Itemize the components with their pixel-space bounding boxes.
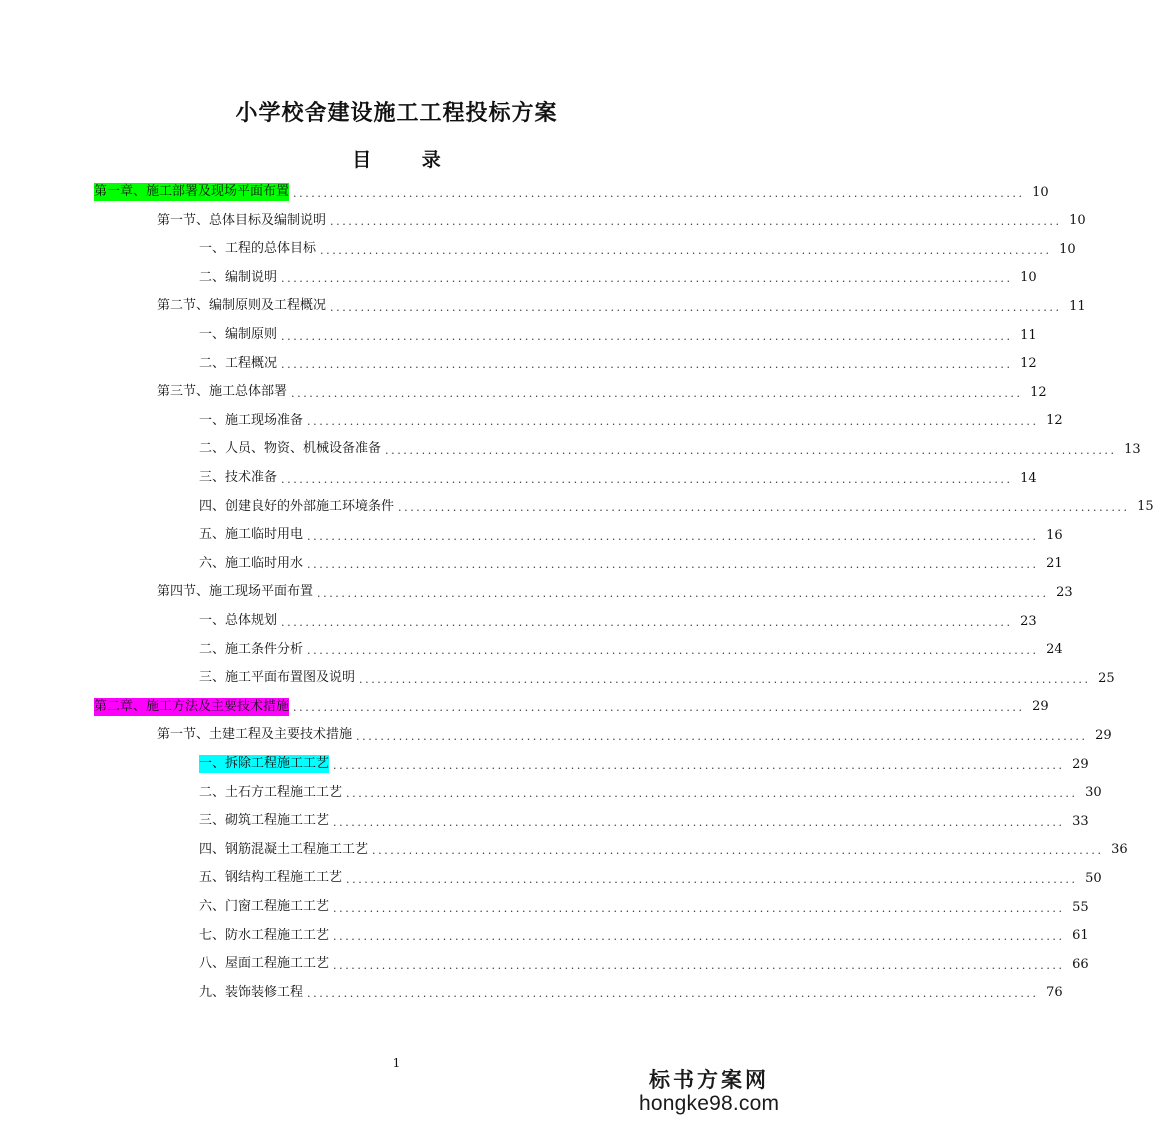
toc-entry-page: 12 [1046, 413, 1063, 429]
toc-entry-title: 一、拆除工程施工工艺 [199, 756, 330, 771]
toc-entry-page: 12 [1030, 384, 1047, 400]
toc-entry-page: 61 [1072, 928, 1089, 944]
toc-entry-title: 九、装饰装修工程 [199, 984, 304, 1000]
toc-dot-leader: ........................................................................................................................ [281, 358, 1013, 372]
toc-dot-leader: ........................................................................................................................ [307, 987, 1039, 1001]
toc-entry-page: 76 [1046, 985, 1063, 1001]
toc-entry-title: 二、工程概况 [199, 355, 278, 371]
toc-entry[interactable] [199, 550, 1063, 578]
toc-dot-leader: ........................................................................................................................ [317, 586, 1049, 600]
toc-dot-leader: ........................................................................................................................ [291, 386, 1023, 400]
toc-entry[interactable] [199, 836, 1128, 864]
toc-entry[interactable] [199, 464, 1037, 492]
toc-entry-title: 三、技术准备 [199, 470, 278, 485]
toc-dot-leader: ........................................................................................................................ [333, 930, 1065, 944]
toc-entry-page: 24 [1046, 642, 1063, 658]
toc-entry[interactable] [199, 264, 1037, 292]
toc-entry[interactable] [199, 350, 1037, 378]
toc-entry-page: 29 [1072, 756, 1089, 772]
toc-entry[interactable] [157, 578, 1073, 606]
toc-entry-title: 二、人员、物资、机械设备准备 [199, 441, 382, 457]
toc-dot-leader: ........................................................................................................................ [346, 787, 1078, 801]
toc-dot-leader: ........................................................................................................................ [346, 872, 1078, 886]
toc-entry-page: 23 [1020, 613, 1037, 629]
toc-entry[interactable] [199, 922, 1089, 950]
toc-entry-title: 七、防水工程施工工艺 [199, 927, 330, 943]
toc-entry-title: 六、门窗工程施工工艺 [199, 899, 330, 914]
toc-entry-page: 29 [1032, 699, 1049, 715]
toc-entry-page: 10 [1020, 270, 1037, 286]
toc-entry-title: 一、工程的总体目标 [199, 241, 317, 257]
toc-entry[interactable] [157, 378, 1047, 406]
toc-dot-leader: ........................................................................................................................ [330, 215, 1062, 229]
toc-entry-page: 55 [1072, 899, 1089, 915]
toc-entry-title: 一、施工现场准备 [199, 412, 304, 428]
toc-entry-title: 三、施工平面布置图及说明 [199, 670, 356, 686]
toc-entry[interactable] [199, 950, 1089, 978]
toc-entry-page: 15 [1137, 499, 1154, 515]
toc-entry[interactable] [199, 493, 1154, 521]
toc-entry-page: 10 [1059, 241, 1076, 257]
toc-dot-leader: ........................................................................................................................ [281, 615, 1013, 629]
document-title: 小学校舍建设施工工程投标方案 [235, 100, 558, 126]
toc-entry[interactable] [94, 693, 1049, 721]
toc-dot-leader: ........................................................................................................................ [293, 701, 1025, 715]
toc-dot-leader: ........................................................................................................................ [333, 758, 1065, 772]
toc-dot-leader: ........................................................................................................................ [333, 901, 1065, 915]
toc-entry[interactable] [94, 178, 1049, 206]
toc-dot-leader: ........................................................................................................................ [307, 415, 1039, 429]
toc-entry[interactable] [199, 321, 1037, 349]
toc-entry-title: 一、总体规划 [199, 613, 278, 628]
toc-entry-page: 11 [1020, 327, 1037, 343]
page-number: 1 [392, 1056, 401, 1070]
toc-entry-title: 第一节、土建工程及主要技术措施 [157, 727, 353, 743]
toc-entry-title: 五、施工临时用电 [199, 527, 304, 543]
toc-entry-title: 一、编制原则 [199, 327, 278, 342]
toc-entry[interactable] [199, 664, 1115, 692]
toc-entry[interactable] [199, 235, 1076, 263]
toc-entry-title: 二、编制说明 [199, 269, 278, 285]
toc-entry-page: 13 [1124, 441, 1141, 457]
toc-entry[interactable] [199, 750, 1089, 778]
toc-dot-leader: ........................................................................................................................ [333, 815, 1065, 829]
toc-dot-leader: ........................................................................................................................ [281, 329, 1013, 343]
toc-entry-page: 36 [1111, 842, 1128, 858]
toc-entry-page: 30 [1085, 785, 1102, 801]
toc-entry[interactable] [199, 636, 1063, 664]
toc-entry-page: 11 [1069, 298, 1086, 314]
watermark-url: hongke98.com [639, 1092, 780, 1115]
toc-dot-leader: ........................................................................................................................ [293, 186, 1025, 200]
toc-entry-title: 四、创建良好的外部施工环境条件 [199, 498, 395, 514]
toc-entry-page: 23 [1056, 584, 1073, 600]
toc-entry[interactable] [199, 435, 1141, 463]
toc-dot-leader: ........................................................................................................................ [372, 844, 1104, 858]
toc-entry-page: 25 [1098, 670, 1115, 686]
toc-dot-leader: ........................................................................................................................ [356, 729, 1088, 743]
toc-entry-page: 66 [1072, 956, 1089, 972]
toc-dot-leader: ........................................................................................................................ [333, 958, 1065, 972]
toc-entry-page: 50 [1085, 870, 1102, 886]
toc-dot-leader: ........................................................................................................................ [307, 529, 1039, 543]
toc-entry[interactable] [157, 721, 1112, 749]
toc-dot-leader: ........................................................................................................................ [359, 672, 1091, 686]
toc-dot-leader: ........................................................................................................................ [398, 501, 1130, 515]
toc-entry-page: 21 [1046, 556, 1063, 572]
toc-entry[interactable] [199, 521, 1063, 549]
toc-dot-leader: ........................................................................................................................ [330, 300, 1062, 314]
toc-entry[interactable] [199, 807, 1089, 835]
toc-entry[interactable] [157, 292, 1086, 320]
toc-entry[interactable] [157, 207, 1086, 235]
toc-entry-title: 四、钢筋混凝土工程施工工艺 [199, 841, 369, 857]
toc-entry[interactable] [199, 779, 1102, 807]
toc-entry-title: 第二章、施工方法及主要技术措施 [94, 698, 290, 714]
toc-entry-page: 29 [1095, 727, 1112, 743]
toc-entry-page: 33 [1072, 813, 1089, 829]
watermark-brand: 标书方案网 [649, 1068, 769, 1092]
toc-entry-title: 第一节、总体目标及编制说明 [157, 212, 327, 228]
toc-dot-leader: ........................................................................................................................ [385, 443, 1117, 457]
toc-entry-page: 12 [1020, 356, 1037, 372]
toc-entry[interactable] [199, 893, 1089, 921]
toc-entry[interactable] [199, 607, 1037, 635]
toc-entry-title: 三、砌筑工程施工工艺 [199, 813, 330, 829]
toc-entry-title: 二、土石方工程施工工艺 [199, 784, 343, 800]
watermark-logo [639, 1068, 779, 1116]
toc-entry[interactable] [199, 407, 1063, 435]
toc-entry-page: 16 [1046, 527, 1063, 543]
toc-entry[interactable] [199, 979, 1063, 1007]
toc-entry-title: 第二节、编制原则及工程概况 [157, 298, 327, 314]
toc-dot-leader: ........................................................................................................................ [281, 472, 1013, 486]
toc-entry-title: 第三节、施工总体部署 [157, 384, 288, 400]
toc-entry-page: 14 [1020, 470, 1037, 486]
toc-entry-title: 第一章、施工部署及现场平面布置 [94, 184, 290, 199]
toc-entry-title: 二、施工条件分析 [199, 641, 304, 657]
toc-entry-title: 五、钢结构工程施工工艺 [199, 870, 343, 886]
toc-entry[interactable] [199, 864, 1102, 892]
toc-dot-leader: ........................................................................................................................ [281, 272, 1013, 286]
toc-dot-leader: ........................................................................................................................ [307, 558, 1039, 572]
toc-entry-page: 10 [1032, 184, 1049, 200]
toc-heading: 目 录 [352, 149, 463, 171]
toc-dot-leader: ........................................................................................................................ [307, 644, 1039, 658]
toc-entry-title: 八、屋面工程施工工艺 [199, 956, 330, 972]
toc-entry-page: 10 [1069, 213, 1086, 229]
toc-dot-leader: ........................................................................................................................ [320, 243, 1052, 257]
toc-entry-title: 六、施工临时用水 [199, 555, 304, 571]
toc-entry-title: 第四节、施工现场平面布置 [157, 584, 314, 600]
